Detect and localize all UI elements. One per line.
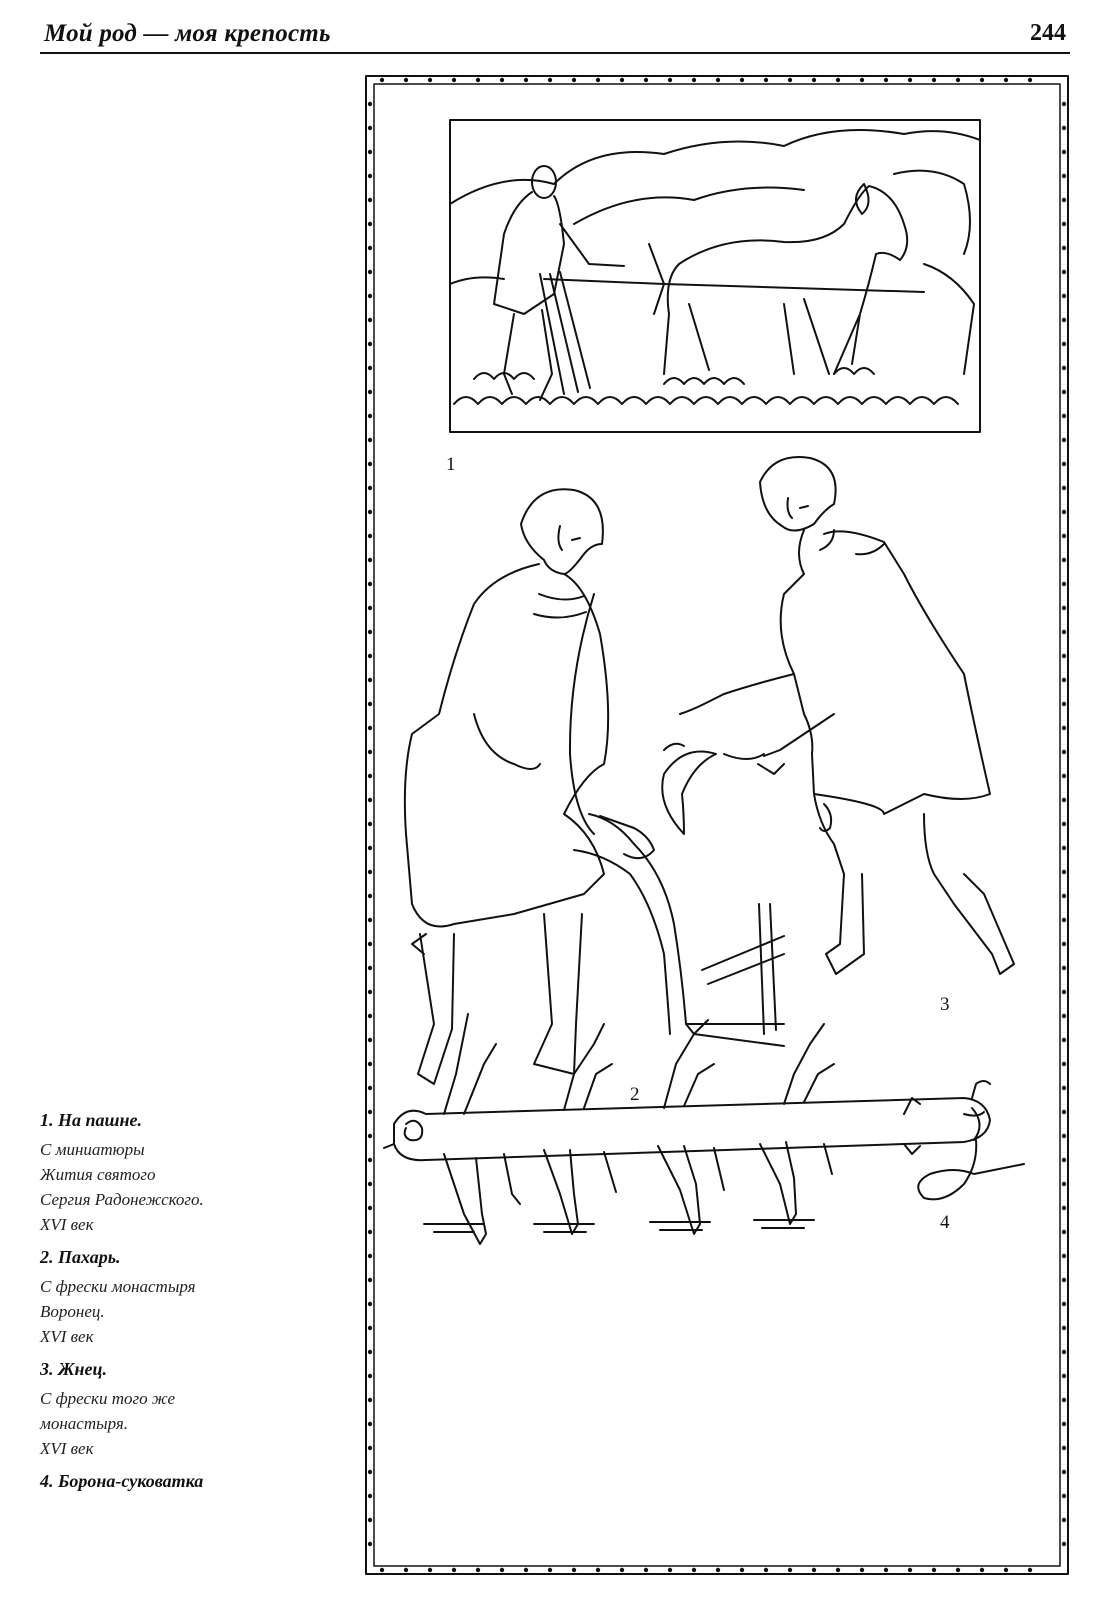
dotted-border [368, 78, 1066, 1572]
inner-border [374, 84, 1060, 1566]
caption-line: XVI век [40, 1439, 94, 1458]
outer-border [366, 76, 1068, 1574]
caption-heading: 3. Жнец. [40, 1359, 108, 1379]
illustration-plate [364, 74, 1070, 1576]
figure-label-1: 1 [446, 454, 456, 475]
caption-2 [40, 1247, 330, 1349]
caption-heading: 2. Пахарь. [40, 1247, 121, 1267]
caption-1 [40, 1110, 330, 1237]
caption-4 [40, 1471, 330, 1492]
running-title: Мой род — моя крепость [44, 20, 331, 47]
caption-line: С фрески монастыря [40, 1277, 196, 1296]
page-header [40, 18, 1070, 54]
figure-2-ploughman [405, 489, 784, 1084]
figure-label-2: 2 [630, 1084, 640, 1105]
figure-3-reaper [662, 457, 1014, 974]
caption-heading: 4. Борона-суковатка [40, 1471, 204, 1491]
caption-line: Жития святого [40, 1165, 156, 1184]
figure-label-3: 3 [940, 994, 950, 1015]
caption-line: Воронец. [40, 1302, 105, 1321]
page-number: 244 [1030, 20, 1066, 46]
caption-line: С фрески того же [40, 1389, 176, 1408]
figure-4-harrow [384, 1014, 1024, 1244]
figure-1-ploughing [450, 120, 980, 432]
caption-line: XVI век [40, 1215, 94, 1234]
caption-column [40, 1110, 330, 1502]
caption-heading: 1. На пашне. [40, 1110, 142, 1130]
caption-line: монастыря. [40, 1414, 129, 1433]
caption-line: Сергия Радонежского. [40, 1190, 204, 1209]
caption-line: XVI век [40, 1327, 94, 1346]
caption-line: С миниатюры [40, 1140, 145, 1159]
figure-label-4: 4 [940, 1212, 950, 1233]
caption-3 [40, 1359, 330, 1461]
